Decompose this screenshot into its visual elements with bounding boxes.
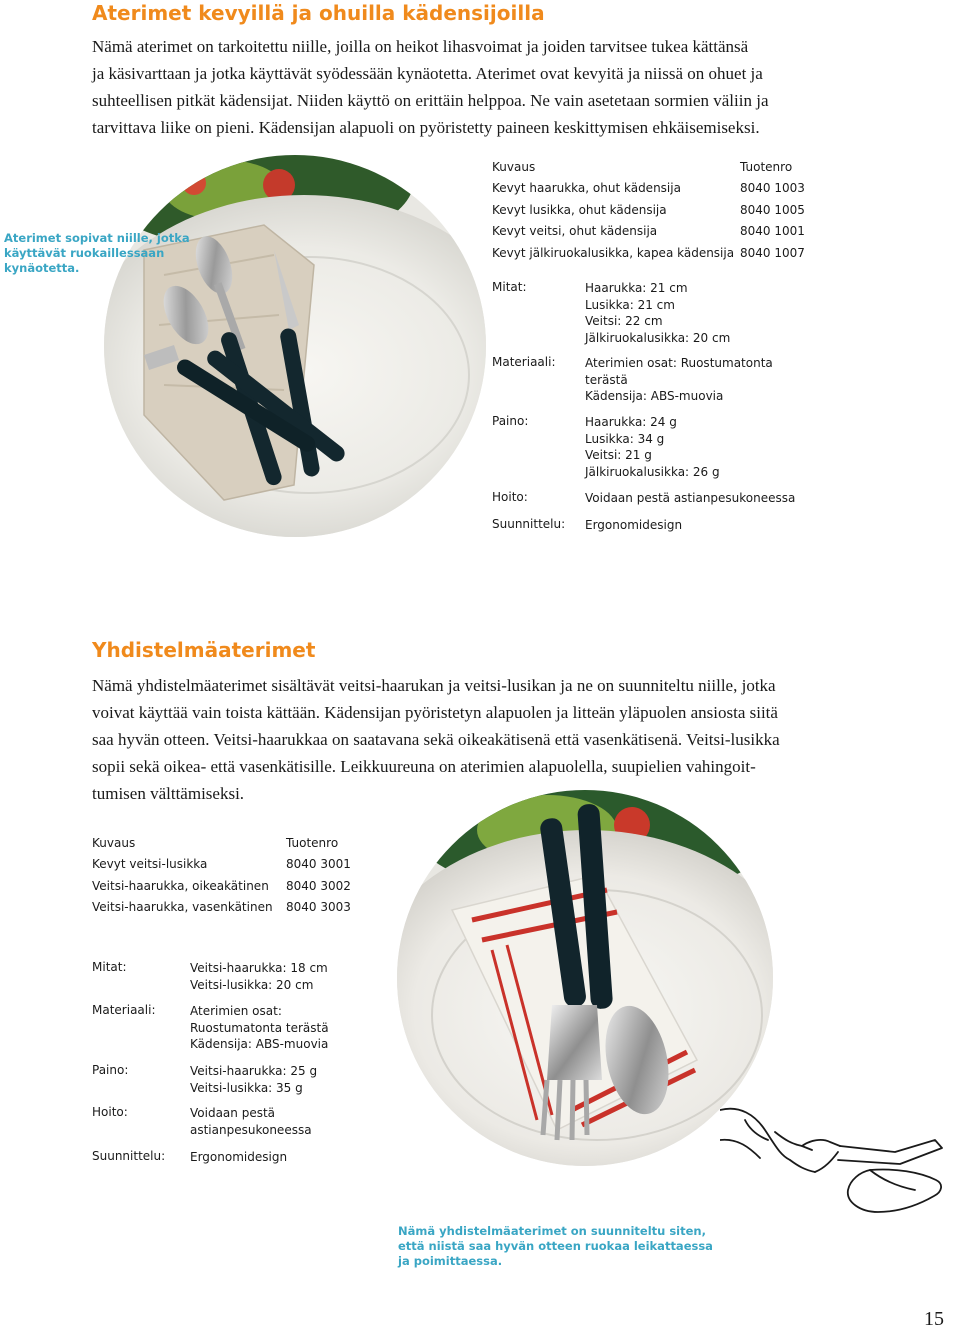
spec-value-line: Voidaan pestä xyxy=(190,1106,276,1120)
spec-label: Materiaali: xyxy=(92,1003,156,1017)
spec-value-line: Haarukka: 21 cm xyxy=(585,281,688,295)
spec-value-line: Ruostumatonta terästä xyxy=(190,1020,329,1035)
product-description: Kevyt haarukka, ohut kädensija xyxy=(492,181,681,196)
cutlery-photo-2 xyxy=(397,790,773,1166)
product-number: 8040 3001 xyxy=(286,857,351,872)
table-row xyxy=(92,875,351,897)
paragraph-line: voivat käyttää vain toista kättään. Kädensijan pyöristetyn alapuolen ja litteän yläpuolen ansiosta siitä xyxy=(92,703,778,722)
spec-value-line: Lusikka: 34 g xyxy=(585,431,665,446)
paragraph-line: tarvittava liike on pieni. Kädensijan alapuoli on pyöristetty paineen keskittymisen ehkäisemiseksi. xyxy=(92,118,760,137)
cutlery-photo-1 xyxy=(104,155,486,537)
spec-value-line: Veitsi-lusikka: 35 g xyxy=(190,1080,303,1095)
spec-value xyxy=(585,355,773,405)
spec-value-line: Veitsi-haarukka: 25 g xyxy=(190,1064,318,1078)
column-header-description: Kuvaus xyxy=(492,159,536,174)
spec-label: Suunnittelu: xyxy=(492,517,566,531)
spec-value-line: Ergonomidesign xyxy=(190,1150,288,1164)
table-row xyxy=(492,199,805,221)
product-table-2 xyxy=(92,832,351,918)
spec-value-line: Ergonomidesign xyxy=(585,518,683,532)
spec-label: Mitat: xyxy=(492,280,527,294)
caption-line: kynäotetta. xyxy=(4,261,80,275)
paragraph-line: Nämä yhdistelmäaterimet sisältävät veitsi-haarukan ja veitsi-lusikan ja ne on suunniteltu niille, jotka xyxy=(92,676,776,695)
table-row xyxy=(492,178,805,200)
section1-paragraph xyxy=(92,33,769,141)
spec-label: Paino: xyxy=(92,1063,129,1077)
spec-value-line: Voidaan pestä astianpesukoneessa xyxy=(585,491,796,505)
product-description: Kevyt veitsi-lusikka xyxy=(92,857,208,872)
spec-label: Suunnittelu: xyxy=(92,1149,166,1163)
spec-value xyxy=(585,280,730,346)
spec-label: Hoito: xyxy=(92,1105,128,1119)
specs-2 xyxy=(92,960,372,1170)
spec-value-line: astianpesukoneessa xyxy=(190,1122,312,1137)
table-header-row xyxy=(492,156,805,178)
product-number: 8040 1001 xyxy=(740,224,805,239)
spec-label: Hoito: xyxy=(492,490,528,504)
product-number: 8040 1005 xyxy=(740,202,805,217)
product-number: 8040 3003 xyxy=(286,900,351,915)
paragraph-line: ja käsivarttaan ja jotka käyttävät syödessään kynäotetta. Aterimet ovat kevyitä ja niissä on ohuet ja xyxy=(92,64,763,83)
caption-line: Nämä yhdistelmäaterimet on suunniteltu siten, xyxy=(398,1224,706,1238)
table-header-row xyxy=(92,832,351,854)
spec-value xyxy=(190,1003,329,1053)
product-number: 8040 1003 xyxy=(740,181,805,196)
product-description: Kevyt veitsi, ohut kädensija xyxy=(492,224,658,239)
caption-line: käyttävät ruokaillessaan xyxy=(4,246,165,260)
paragraph-line: sopii sekä oikea- että vasenkätisille. Leikkuureuna on aterimien alapuolella, suupielien vahingoit- xyxy=(92,757,756,776)
section1-heading: Aterimet kevyillä ja ohuilla kädensijoilla xyxy=(92,1,545,25)
product-description: Kevyt jälkiruokalusikka, kapea kädensija xyxy=(492,245,735,260)
caption-line: ja poimittaessa. xyxy=(398,1254,503,1268)
spec-value-line: terästä xyxy=(585,372,628,387)
spec-value-line: Haarukka: 24 g xyxy=(585,415,677,429)
page-number: 15 xyxy=(924,1308,944,1330)
product-description: Kevyt lusikka, ohut kädensija xyxy=(492,202,667,217)
table-row xyxy=(492,221,805,243)
specs-1 xyxy=(492,280,812,540)
spec-value xyxy=(585,414,720,480)
spec-value-line: Veitsi: 22 cm xyxy=(585,314,663,329)
spec-value-line: Kädensija: ABS-muovia xyxy=(190,1037,329,1052)
spec-value-line: Jälkiruokalusikka: 20 cm xyxy=(585,330,731,345)
column-header-product-number: Tuotenro xyxy=(740,159,793,174)
paragraph-line: saa hyvän otteen. Veitsi-haarukkaa on saatavana sekä oikeakätisenä että vasenkätisenä. Veitsi-lusikka xyxy=(92,730,780,749)
product-table-1 xyxy=(492,156,805,264)
spec-value-line: Aterimien osat: Ruostumatonta xyxy=(585,356,773,370)
product-description: Veitsi-haarukka, oikeakätinen xyxy=(92,878,269,893)
spec-value-line: Veitsi-haarukka: 18 cm xyxy=(190,961,328,975)
caption-line: että niistä saa hyvän otteen ruokaa leikattaessa xyxy=(398,1239,713,1253)
spec-value-line: Veitsi-lusikka: 20 cm xyxy=(190,977,314,992)
hand-illustration xyxy=(720,1100,950,1240)
product-number: 8040 3002 xyxy=(286,878,351,893)
spec-label: Mitat: xyxy=(92,960,127,974)
spec-value xyxy=(585,490,795,507)
column-header-product-number: Tuotenro xyxy=(286,835,339,850)
spec-value xyxy=(190,1105,312,1138)
spec-value xyxy=(585,517,682,534)
spec-value xyxy=(190,1063,317,1096)
product-number: 8040 1007 xyxy=(740,245,805,260)
paragraph-line: Nämä aterimet on tarkoitettu niille, joilla on heikot lihasvoimat ja joiden tarvitsee tukea kättänsä xyxy=(92,37,749,56)
spec-label: Paino: xyxy=(492,414,529,428)
spec-value-line: Kädensija: ABS-muovia xyxy=(585,389,724,404)
section2-paragraph xyxy=(92,672,780,807)
product-description: Veitsi-haarukka, vasenkätinen xyxy=(92,900,273,915)
table-row xyxy=(92,854,351,876)
column-header-description: Kuvaus xyxy=(92,835,136,850)
table-row xyxy=(92,897,351,919)
illustration-caption xyxy=(398,1224,713,1269)
spec-value xyxy=(190,1149,287,1166)
section2-heading: Yhdistelmäaterimet xyxy=(92,638,316,662)
spec-value-line: Jälkiruokalusikka: 26 g xyxy=(585,464,720,479)
spec-value xyxy=(190,960,328,993)
spec-value-line: Veitsi: 21 g xyxy=(585,448,652,463)
table-row xyxy=(492,242,805,264)
paragraph-line: suhteellisen pitkät kädensijat. Niiden käyttö on erittäin helppoa. Ne vain asetetaan sormien väliin ja xyxy=(92,91,769,110)
spec-label: Materiaali: xyxy=(492,355,556,369)
paragraph-line: tumisen välttämiseksi. xyxy=(92,784,245,803)
spec-value-line: Aterimien osat: xyxy=(190,1004,282,1018)
spec-value-line: Lusikka: 21 cm xyxy=(585,297,675,312)
photo1-caption xyxy=(4,231,190,276)
caption-line: Aterimet sopivat niille, jotka xyxy=(4,231,190,245)
